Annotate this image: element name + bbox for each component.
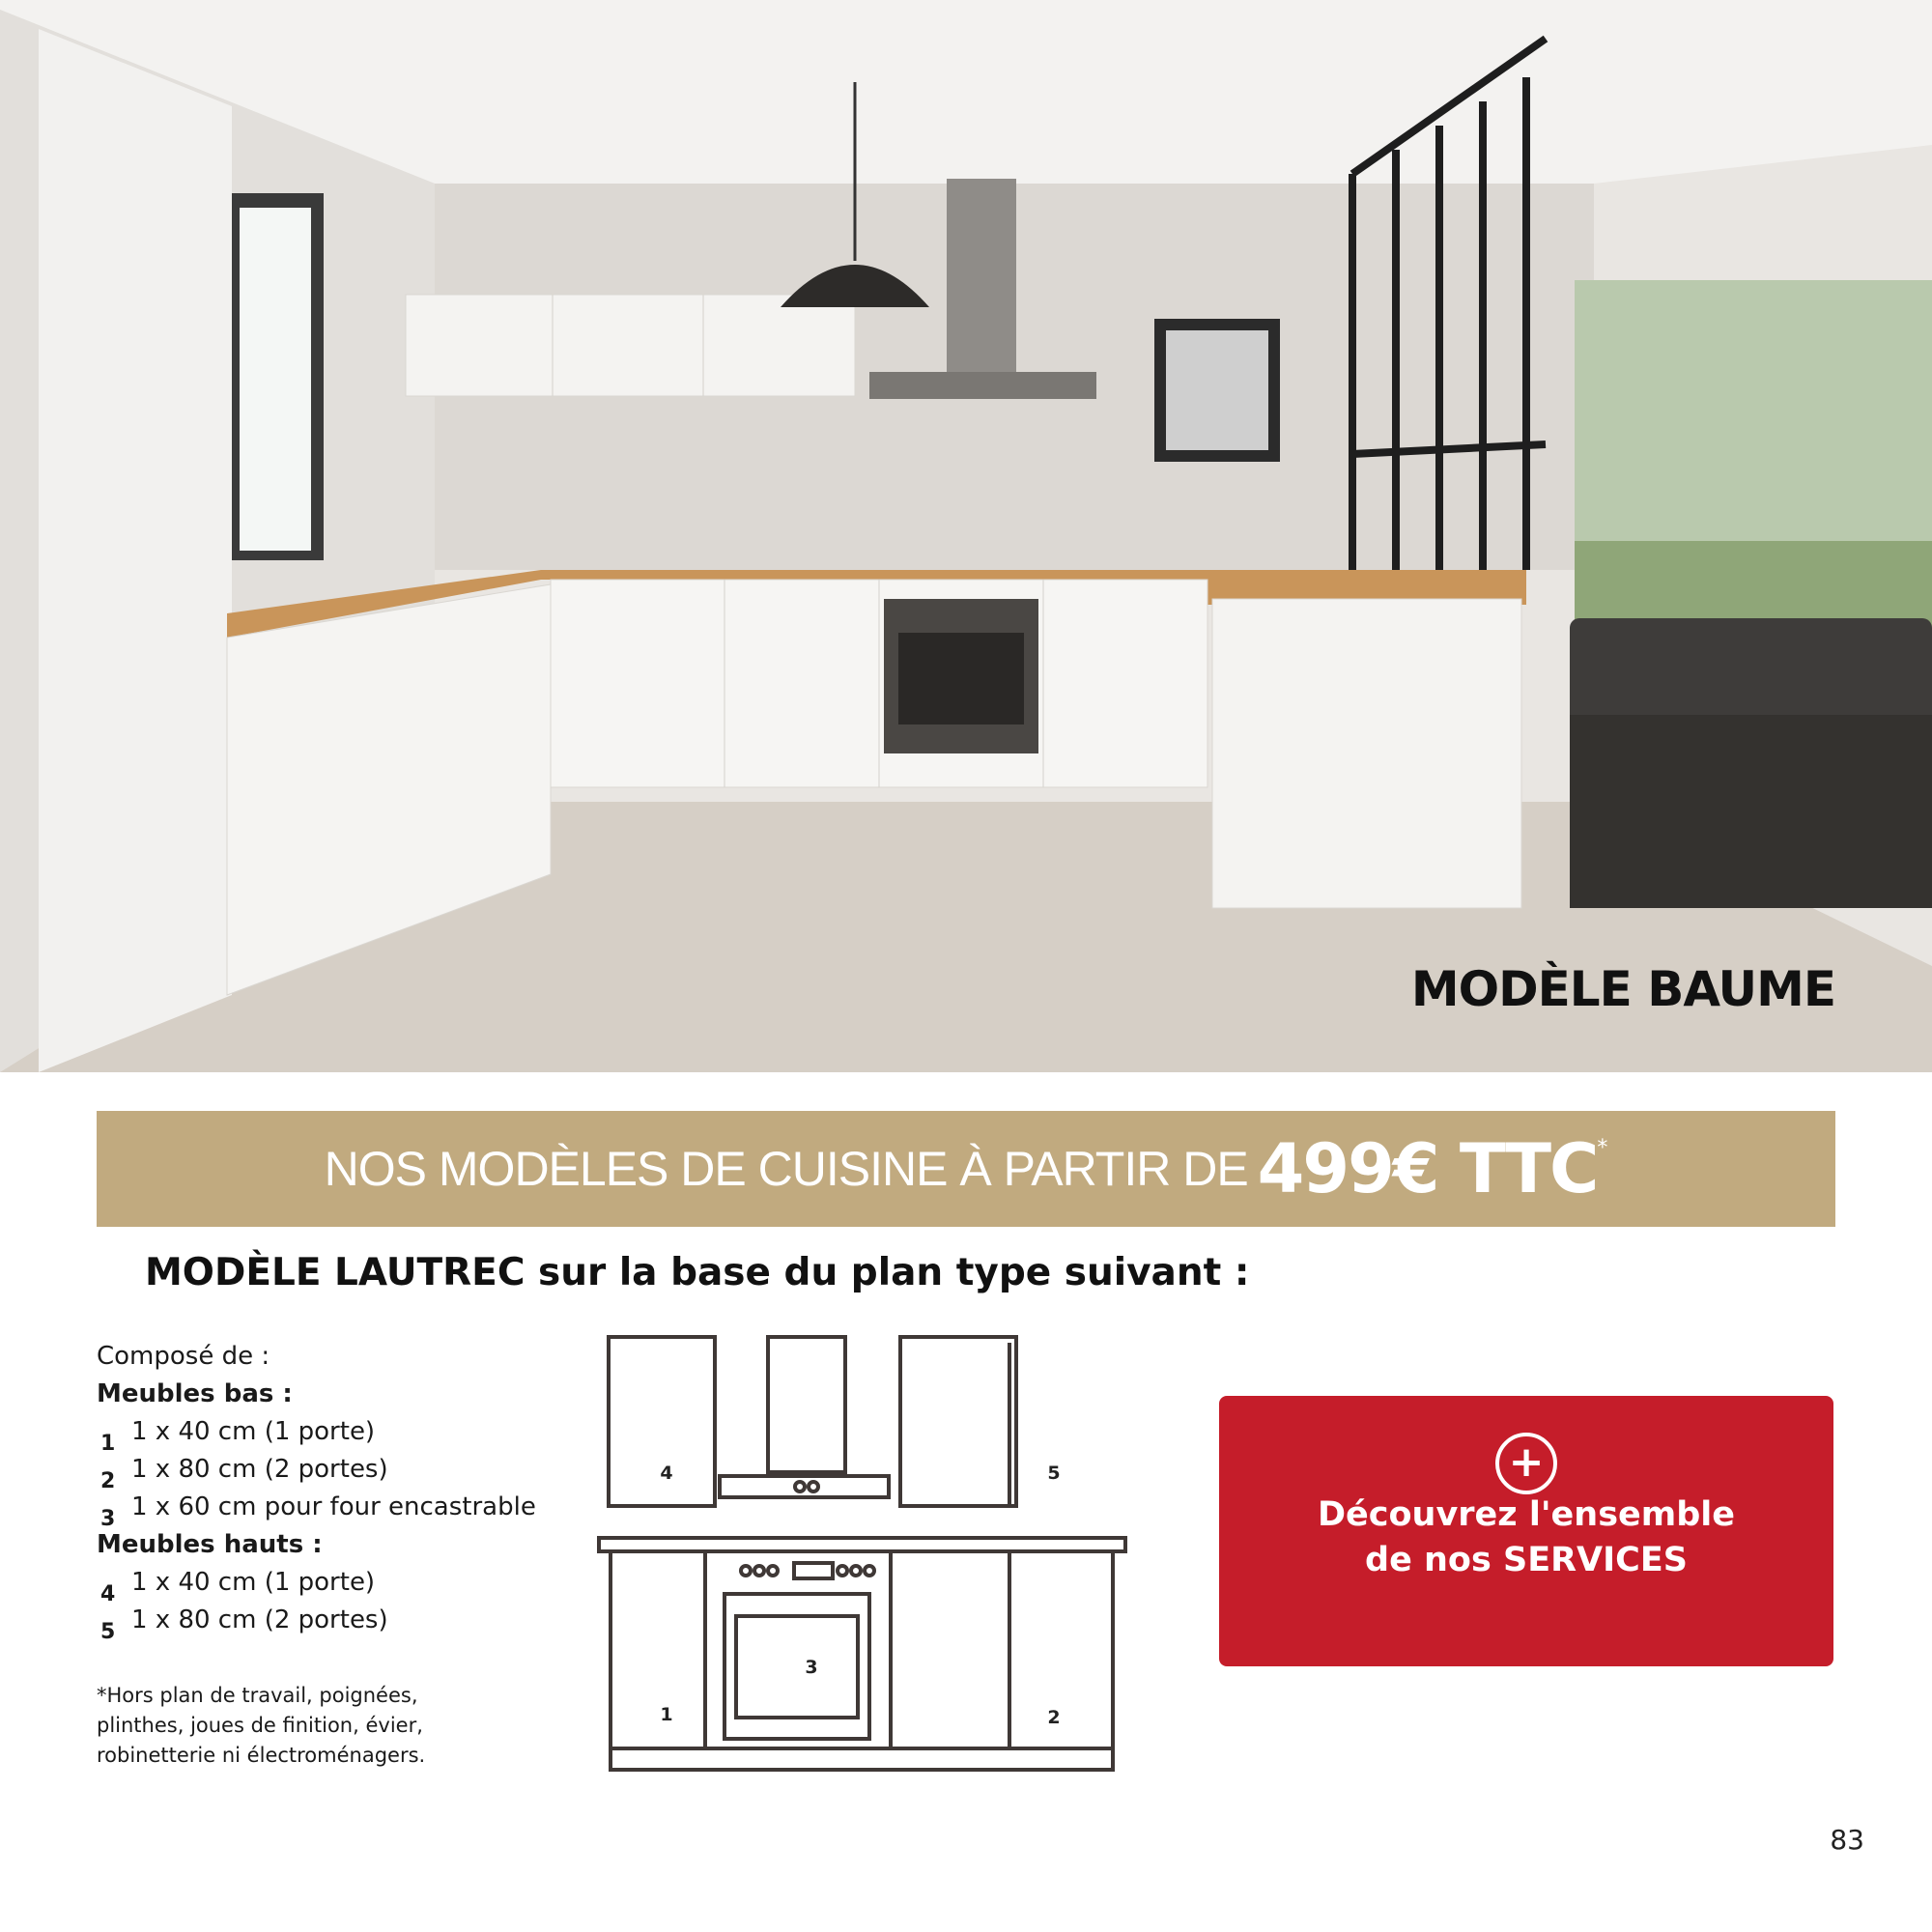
banner-asterisk: * — [1597, 1135, 1608, 1160]
services-cta-button[interactable] — [1219, 1396, 1833, 1666]
page-number: 83 — [1830, 1824, 1864, 1856]
cta-line-1: Découvrez l'ensemble — [1317, 1495, 1736, 1534]
list-item — [97, 1564, 599, 1606]
plan-label-1: 1 — [660, 1704, 673, 1725]
list-item — [97, 1413, 599, 1456]
plus-circle-icon: + — [1495, 1433, 1557, 1494]
item-label: 1 x 80 cm (2 portes) — [131, 1605, 388, 1634]
section-heading: MODÈLE LAUTREC sur la base du plan type suivant : — [145, 1251, 1250, 1294]
low-cabinets-title: Meubles bas : — [97, 1379, 293, 1408]
plan-label-2: 2 — [1047, 1707, 1061, 1728]
list-item — [97, 1602, 599, 1644]
item-number: 5 — [100, 1620, 116, 1644]
footnote: *Hors plan de travail, poignées, plinthes, joues de finition, évier, robinetterie ni électroménagers. — [97, 1684, 426, 1767]
price-banner — [97, 1111, 1835, 1227]
item-number: 3 — [100, 1507, 116, 1531]
item-label: 1 x 40 cm (1 porte) — [131, 1568, 376, 1597]
list-item — [97, 1489, 599, 1531]
composition-intro: Composé de : — [97, 1342, 270, 1371]
item-label: 1 x 60 cm pour four encastrable — [131, 1492, 536, 1521]
item-label: 1 x 40 cm (1 porte) — [131, 1417, 376, 1446]
banner-price: 499€ TTC — [1257, 1129, 1598, 1208]
kitchen-plan-diagram — [589, 1323, 1140, 1797]
item-number: 1 — [100, 1432, 116, 1456]
hero-model-label: MODÈLE BAUME — [1410, 961, 1835, 1017]
plan-label-4: 4 — [660, 1463, 673, 1484]
list-item — [97, 1451, 599, 1493]
cta-line-2: de nos SERVICES — [1365, 1541, 1688, 1579]
item-label: 1 x 80 cm (2 portes) — [131, 1455, 388, 1484]
plan-drawing — [589, 1323, 1140, 1797]
cta-label — [1219, 1492, 1833, 1583]
banner-text: NOS MODÈLES DE CUISINE À PARTIR DE — [324, 1142, 1248, 1196]
composition-list — [97, 1338, 599, 1644]
item-number: 4 — [100, 1582, 116, 1606]
high-cabinets-title: Meubles hauts : — [97, 1530, 323, 1559]
plan-label-3: 3 — [805, 1657, 818, 1678]
plan-label-5: 5 — [1047, 1463, 1061, 1484]
item-number: 2 — [100, 1469, 116, 1493]
